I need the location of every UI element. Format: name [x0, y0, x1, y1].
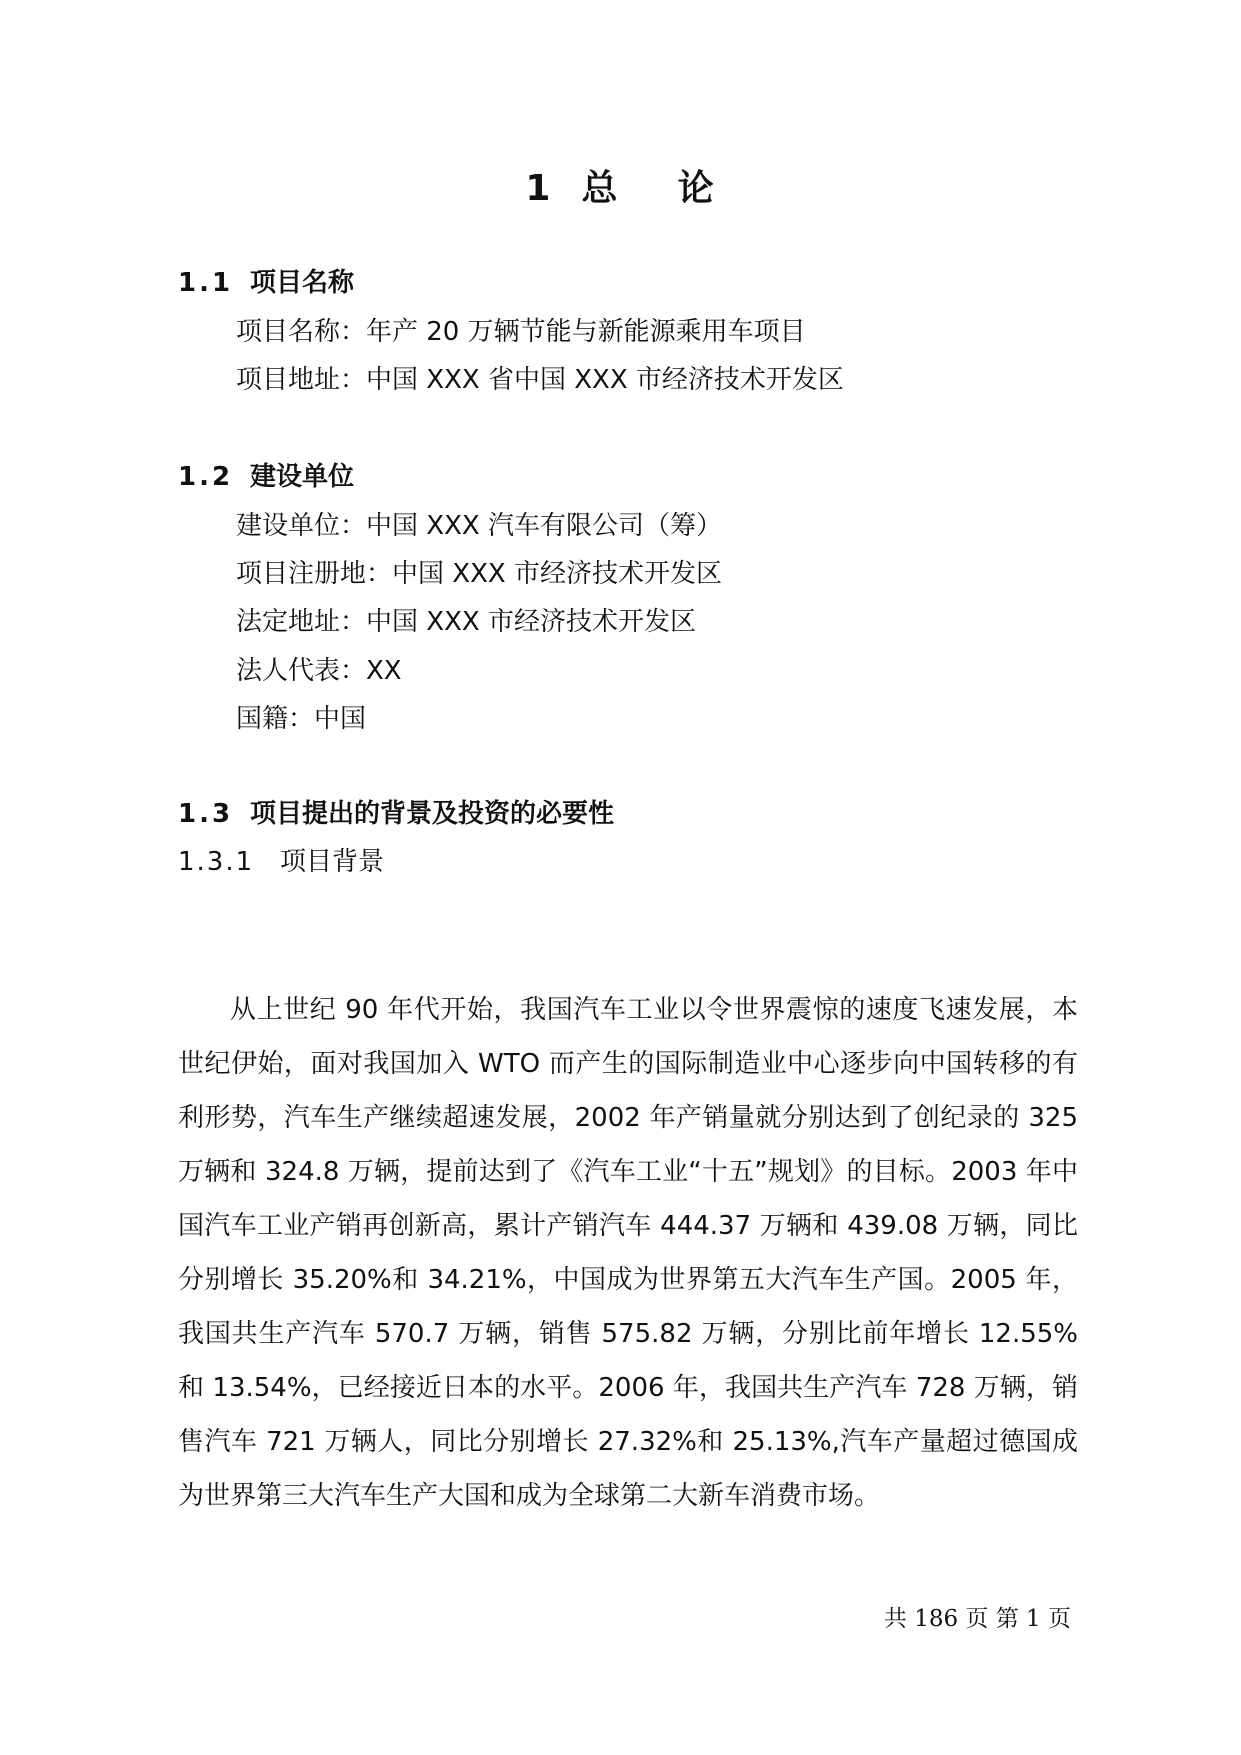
subsection-number: 1.3.1	[178, 847, 255, 877]
project-name-line: 项目名称：年产 20 万辆节能与新能源乘用车项目	[236, 317, 806, 347]
section-heading-1-2	[178, 456, 354, 493]
section-heading-1-3	[178, 793, 614, 830]
background-paragraph: 从上世纪 90 年代开始，我国汽车工业以令世界震惊的速度飞速发展，本世纪伊始，面对我国加入 WTO 而产生的国际制造业中心逐步向中国转移的有利形势，汽车生产继续超速发展，2002 年产销量就分别达到了创纪录的 325 万辆和 324.8 万辆，提前达到了《汽车工业“十五”规划》的目标。2003 年中国汽车工业产销再创新高，累计产销汽车 444.37 万辆和 439.08 万辆，同比分别增长 35.20%和 34.21%，中国成为世界第五大汽车生产国。2005 年，我国共生产汽车 570.7 万辆，销售 575.82 万辆，分别比前年增长 12.55%和 13.54%，已经接近日本的水平。2006 年，我国共生产汽车 728 万辆，销售汽车 721 万辆人，同比分别增长 27.32%和 25.13%,汽车产量超过德国成为世界第三大汽车生产大国和成为全球第二大新车消费市场。	[178, 995, 1078, 1511]
page-footer: 共 186 页 第 1 页	[883, 1606, 1071, 1632]
registered-address-line: 项目注册地：中国 XXX 市经济技术开发区	[236, 559, 722, 589]
project-address-line: 项目地址：中国 XXX 省中国 XXX 市经济技术开发区	[236, 365, 844, 395]
section-title: 项目名称	[250, 268, 355, 298]
section-number: 1.2	[178, 462, 234, 492]
subsection-title: 项目背景	[280, 847, 385, 877]
subsection-heading-1-3-1	[178, 841, 384, 878]
section-title: 项目提出的背景及投资的必要性	[250, 799, 615, 829]
legal-address-line: 法定地址：中国 XXX 市经济技术开发区	[236, 607, 696, 637]
section-number: 1.1	[178, 268, 234, 298]
nationality-line: 国籍：中国	[236, 704, 367, 734]
builder-unit-line: 建设单位：中国 XXX 汽车有限公司（筹）	[236, 511, 722, 541]
section-heading-1-1	[178, 262, 354, 299]
chapter-title: 1 总 论	[525, 168, 716, 209]
legal-representative-line: 法人代表：XX	[236, 656, 402, 686]
section-title: 建设单位	[250, 462, 355, 492]
section-number: 1.3	[178, 799, 234, 829]
